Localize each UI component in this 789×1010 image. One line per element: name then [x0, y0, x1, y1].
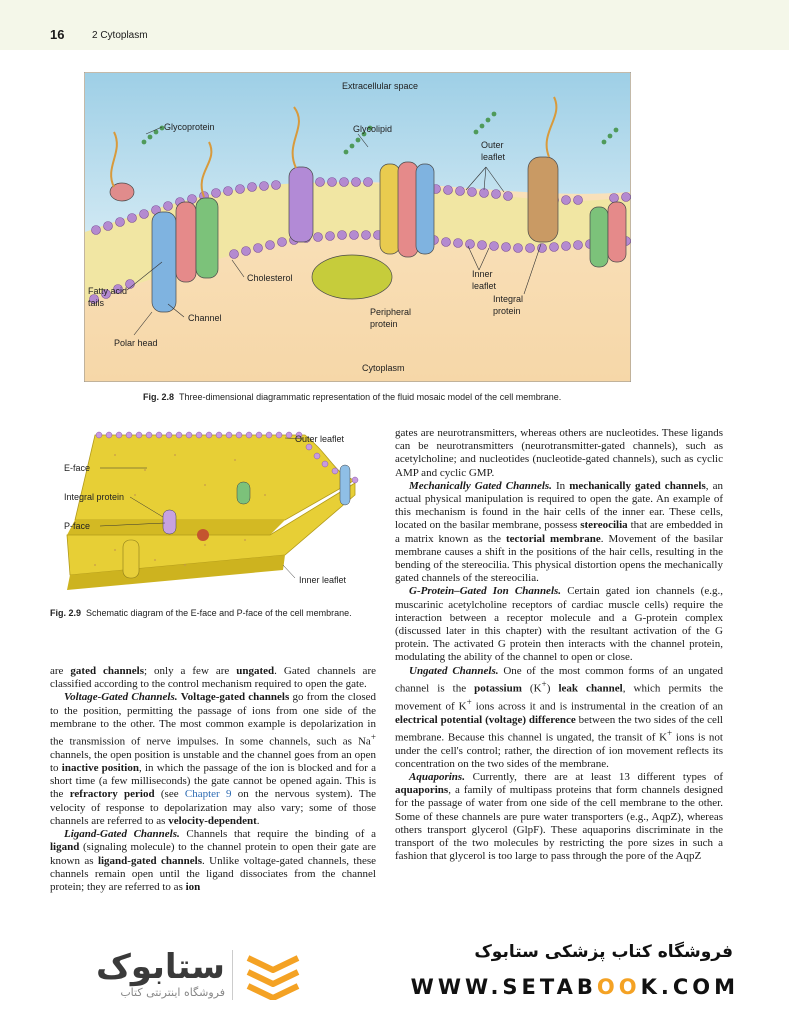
figure-eface-pface	[55, 425, 385, 600]
paragraph: G-Protein–Gated Ion Channels. Certain gated ion channels (e.g., muscarinic acetylcholine receptors of cardiac muscle cells) require the interaction between a receptor molecule and a G-protein complex (discussed later in this chapter) with the resultant activation of the G protein. The activated G protein then interacts with the channel protein, modulating the ability of the channel to open or close.	[395, 585, 723, 664]
label-glycolipid: Glycolipid	[353, 124, 393, 134]
label-peripheral-protein: Peripheral protein	[370, 307, 412, 329]
label-cholesterol: Cholesterol	[247, 273, 293, 283]
label-polar-head: Polar head	[114, 338, 158, 348]
figure2-caption: Fig. 2.9 Schematic diagram of the E-face and P-face of the cell membrane.	[50, 608, 352, 618]
label-glycoprotein: Glycoprotein	[164, 122, 215, 132]
label-integral-protein-2: Integral protein	[64, 492, 125, 502]
setabook-logo[interactable]	[30, 942, 230, 1002]
footer-divider	[232, 950, 233, 1000]
label-cytoplasm: Cytoplasm	[362, 363, 405, 373]
label-inner-leaflet-2: Inner leaflet	[299, 575, 347, 585]
label-outer-leaflet-2: Outer leaflet	[295, 434, 345, 444]
figure-fluid-mosaic	[84, 72, 631, 382]
label-outer-leaflet: Outer leaflet	[481, 140, 506, 162]
label-inner-leaflet: Inner leaflet	[472, 269, 497, 291]
label-extracellular: Extracellular space	[342, 81, 419, 91]
paragraph: Aquaporins. Currently, there are at least 13 different types of aquaporins, a family of multipass proteins that form channels designed for the passage of water from one side of the cell membrane to the other. Some of these channels are pure water transporters (e.g., AqpZ), whereas others transport glycerol (GlpF). These aquaporins discriminate in the transport of the two molecules by restricting the pore sizes in such a fashion that glycerol is too large to pass through the pore of the AqpZ	[395, 771, 723, 863]
paragraph: Mechanically Gated Channels. In mechanically gated channels, an actual physical manipulation is required to open the gate. An example of this mechanism is found in the hair cells of the inner ear. These cells, located on the basilar membrane, possess stereocilia that are embedded in a matrix known as the tectorial membrane. Movement of the basilar membrane causes a shift in the positions of the hair cells, resulting in the bending of the stereocilia. This physical distortion opens the mechanically gated channels of the stereocilia.	[395, 479, 724, 585]
label-integral-protein: Integral protein	[493, 294, 524, 316]
paragraph: gates are neurotransmitters, whereas others are nucleotides. These ligands can be neurotransmitters (neurotransmitter-gated channels), such as acetylcholine; and nucleotides (nucleotide-gated channels), such as cyclic AMP and cyclic GMP.	[395, 427, 723, 479]
label-channel: Channel	[188, 313, 222, 323]
store-title: فروشگاه کتاب پزشکی ستابوک	[474, 942, 733, 962]
figure1-caption: Fig. 2.8 Three-dimensional diagrammatic representation of the fluid mosaic model of the cell membrane.	[143, 392, 562, 402]
right-column	[395, 427, 723, 863]
label-fatty-acid: Fatty acid tails	[88, 286, 128, 308]
chapter-title: 2 Cytoplasm	[92, 30, 148, 41]
page-number: 16	[50, 27, 65, 42]
page-header	[0, 0, 789, 50]
label-e-face: E-face	[64, 463, 91, 473]
svg-text:ستابوک: ستابوک	[96, 947, 225, 987]
paragraph: Voltage-Gated Channels. Voltage-gated channels go from the closed to the position, permitting the passage of ions from one side of the membrane to the other. The most common example is depolarization in the transmission of nerve impulses. In some channels, such as Na+ channels, the open position is unstable and the channel goes from an open to inactive position, in which the passage of the ion is blocked and for a short time (a few milliseconds) the gate cannot be opened again. This is the refractory period (see Chapter 9 on the nervous system). The velocity of response to depolarization may also vary; some of those channels are referred to as velocity-dependent.	[50, 691, 376, 827]
paragraph: Ligand-Gated Channels. Channels that require the binding of a ligand (signaling molecule) to the channel protein to open their gate are known as ligand-gated channels. Unlike voltage-gated channels, these channels remain open until the ligand dissociates from the channel protein; they are referred to as ion	[50, 828, 377, 893]
book-stack-icon	[242, 950, 304, 1000]
paragraph: Ungated Channels. One of the most common forms of an ungated channel is the potassium (K+) leak channel, which permits the movement of K+ ions across it and is instrumental in the creation of an electrical potential (voltage) difference between the two sides of the cell membrane. Because this channel is ungated, the transit of K+ ions is not under the cell's control; rather, the direction of ion movement reflects its concentration on the two sides of the membrane.	[395, 664, 724, 770]
left-column	[50, 665, 376, 894]
store-url[interactable]: WWW.SETABOOK.COM	[410, 975, 739, 999]
label-p-face: P-face	[64, 521, 91, 531]
svg-text:فروشگاه اینترنتی کتاب: فروشگاه اینترنتی کتاب	[120, 986, 225, 999]
paragraph: are gated channels; only a few are ungated. Gated channels are classified according to the control mechanism required to open the gate.	[50, 665, 376, 691]
